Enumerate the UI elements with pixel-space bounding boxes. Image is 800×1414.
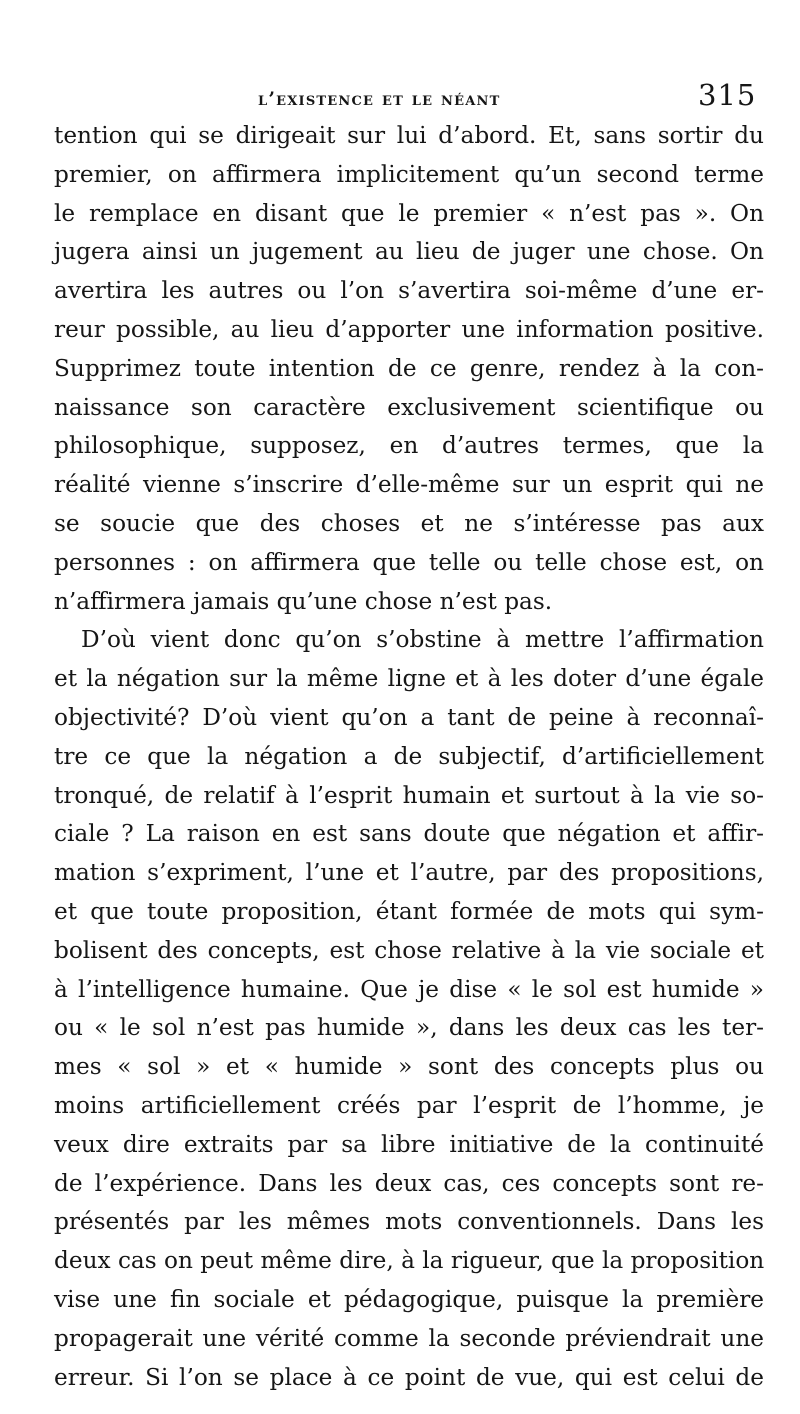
text-line: avertira les autres ou l’on s’avertira soi-même d’une er- — [54, 277, 764, 305]
text-line: philosophique, supposez, en d’autres termes, que la — [54, 432, 764, 460]
text-line: mation s’expriment, l’une et l’autre, par des propositions, — [54, 859, 764, 887]
page-header — [0, 72, 800, 112]
body-text — [54, 117, 764, 1397]
text-line: personnes : on affirmera que telle ou telle chose est, on — [54, 548, 764, 576]
text-line: réalité vienne s’inscrire d’elle-même sur un esprit qui ne — [54, 471, 764, 499]
text-line: veux dire extraits par sa libre initiative de la continuité — [54, 1130, 764, 1158]
text-line: le remplace en disant que le premier « n’est pas ». On — [54, 199, 764, 227]
text-line: moins artificiellement créés par l’esprit de l’homme, je — [54, 1091, 764, 1119]
text-line: présentés par les mêmes mots conventionnels. Dans les — [54, 1208, 764, 1236]
text-line: de l’expérience. Dans les deux cas, ces concepts sont re- — [54, 1169, 764, 1197]
text-line: tre ce que la négation a de subjectif, d’artificiellement — [54, 742, 764, 770]
text-line: premier, on affirmera implicitement qu’un second terme — [54, 160, 764, 188]
text-line: à l’intelligence humaine. Que je dise « le sol est humide » — [54, 975, 764, 1003]
text-line: et la négation sur la même ligne et à les doter d’une égale — [54, 665, 764, 693]
paragraph-end-line: n’affirmera jamais qu’une chose n’est pas. — [54, 587, 553, 615]
text-line: propagerait une vérité comme la seconde préviendrait une — [54, 1324, 764, 1352]
text-line: erreur. Si l’on se place à ce point de vue, qui est celui de — [54, 1363, 764, 1391]
paragraph-start-line: D’où vient donc qu’on s’obstine à mettre l’affirmation — [81, 626, 764, 654]
text-line: vise une fin sociale et pédagogique, puisque la première — [54, 1285, 764, 1313]
text-line: deux cas on peut même dire, à la rigueur, que la proposition — [54, 1247, 765, 1275]
text-line: reur possible, au lieu d’apporter une information positive. — [54, 315, 764, 343]
text-line: Supprimez toute intention de ce genre, rendez à la con- — [54, 354, 764, 382]
running-title: l’existence et le néant — [258, 88, 501, 110]
text-line: tention qui se dirigeait sur lui d’abord. Et, sans sortir du — [54, 122, 764, 149]
text-line: et que toute proposition, étant formée de mots qui sym- — [54, 897, 764, 925]
text-line: naissance son caractère exclusivement scientifique ou — [54, 393, 764, 421]
text-line: tronqué, de relatif à l’esprit humain et surtout à la vie so- — [54, 781, 764, 809]
page-number: 315 — [698, 78, 757, 112]
text-line: jugera ainsi un jugement au lieu de juger une chose. On — [54, 238, 764, 266]
text-line: ou « le sol n’est pas humide », dans les deux cas les ter- — [54, 1014, 764, 1042]
text-line: bolisent des concepts, est chose relative à la vie sociale et — [54, 936, 764, 964]
text-line: objectivité? D’où vient qu’on a tant de peine à reconnaî- — [54, 703, 764, 731]
text-line: mes « sol » et « humide » sont des concepts plus ou — [54, 1053, 764, 1081]
text-line: se soucie que des choses et ne s’intéresse pas aux — [54, 509, 764, 537]
text-line: ciale ? La raison en est sans doute que négation et affir- — [54, 820, 764, 848]
